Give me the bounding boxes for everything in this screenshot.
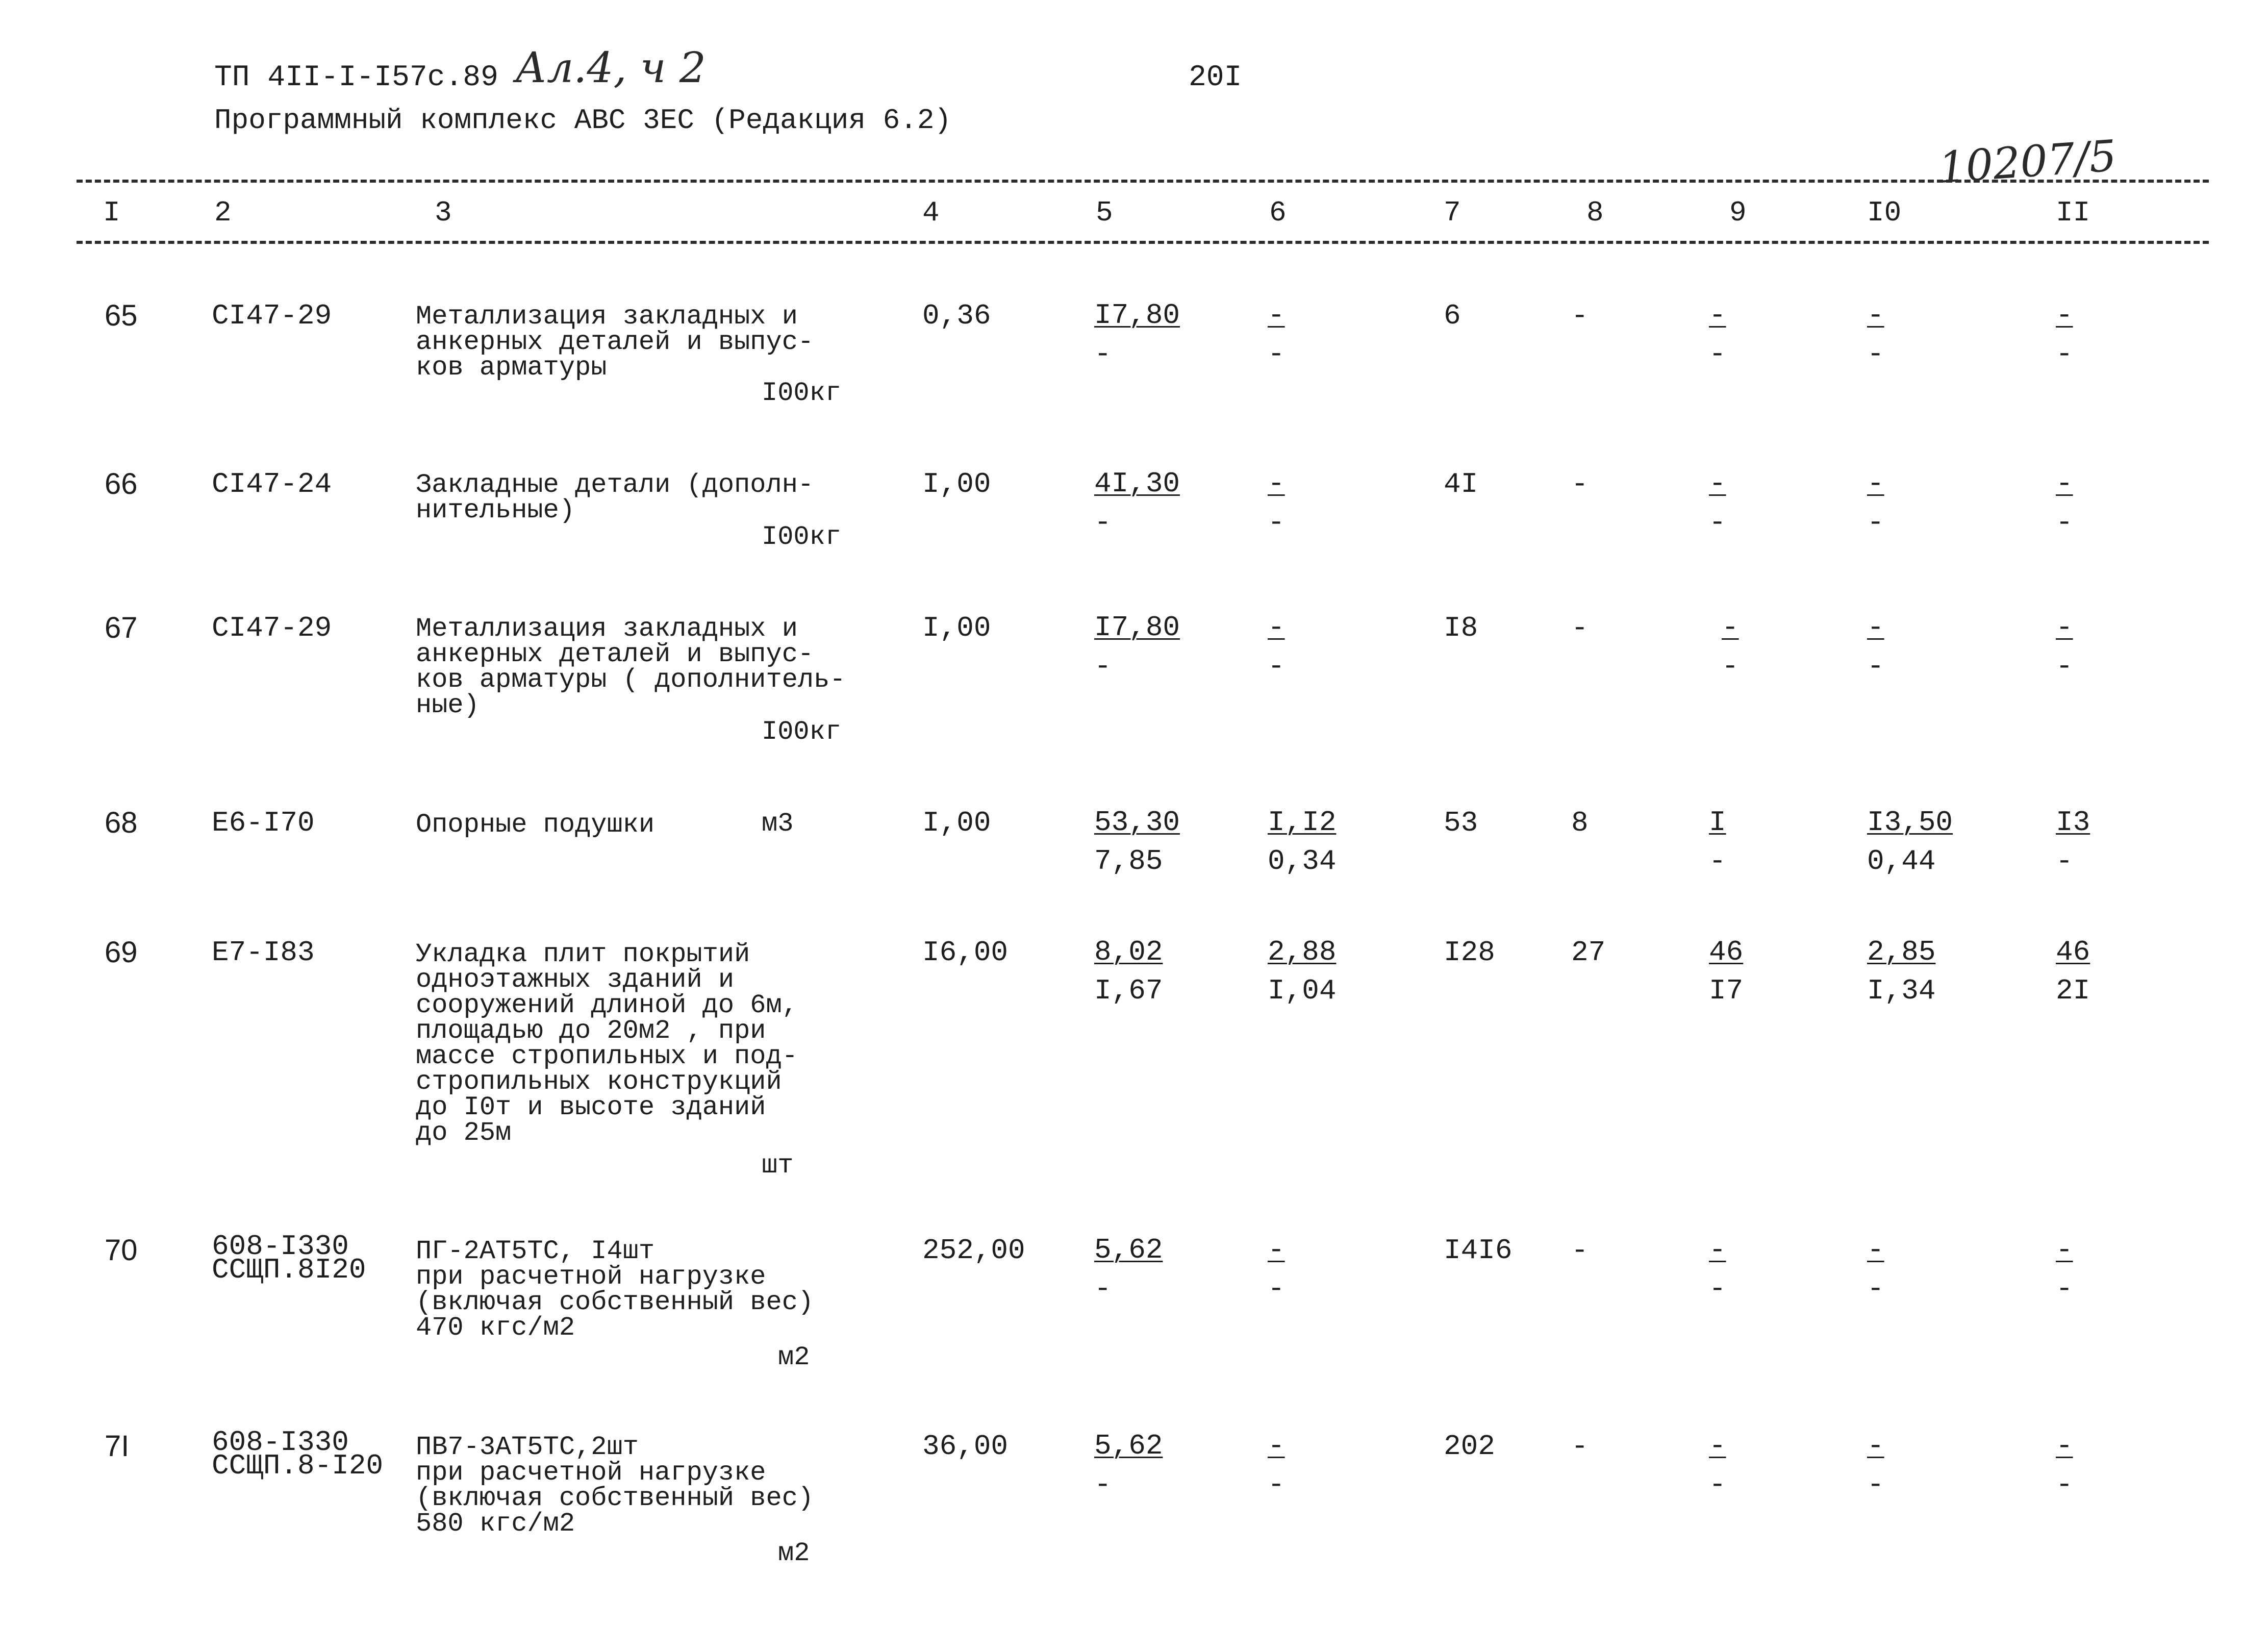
cost-fraction: - - (1268, 1234, 1285, 1305)
cost-fraction: $\frac{2,88}{I,04}$ (1268, 936, 1337, 1007)
cost-total: I28 (1444, 936, 1495, 969)
cost-fraction: - - (1268, 467, 1285, 539)
work-description: Опорные подушки (416, 810, 655, 840)
cost-fraction: $\frac{I3,50}{0,44}$ (1867, 806, 1953, 878)
estimate-code: СI47-24 (212, 468, 332, 500)
column-header: 7 (1444, 196, 1461, 229)
cost-total: I4I6 (1444, 1234, 1513, 1267)
row-number: 69 (105, 936, 138, 969)
quantity: I,00 (922, 807, 991, 839)
column-header: I (103, 196, 120, 229)
labor-value: - (1571, 299, 1589, 332)
unit-of-measure: м2 (778, 1538, 810, 1568)
cost-fraction: - - (2056, 467, 2073, 539)
cost-fraction: - - (1867, 1430, 1884, 1501)
estimate-code: 608-I330 (212, 1426, 349, 1459)
unit-of-measure: I00кг (762, 522, 842, 552)
handwritten-reference: Ал.4, ч 2 (515, 44, 706, 92)
quantity: 252,00 (922, 1234, 1025, 1267)
column-header: 9 (1729, 196, 1747, 229)
cost-fraction: - - (1867, 467, 1884, 539)
work-description: ПГ-2АТ5ТС, I4шт при расчетной нагрузке (включая собственный вес) 470 кгс/м2 (416, 1236, 814, 1343)
cost-fraction: $\frac{46}{I7}$ (1709, 936, 1744, 1007)
handwritten-inventory-number: 10207/5 (1937, 130, 2118, 193)
column-header: II (2056, 196, 2090, 229)
cost-fraction: - - (1722, 611, 1739, 683)
cost-total: 4I (1444, 468, 1478, 500)
page-number: 20I (1189, 61, 1242, 94)
cost-fraction: I - (1709, 806, 1726, 878)
cost-fraction: - - (1709, 1234, 1726, 1305)
cost-fraction: 5,62 - (1094, 1430, 1163, 1501)
labor-value: - (1571, 1234, 1589, 1267)
column-header: 3 (435, 196, 452, 229)
work-description: Укладка плит покрытий одноэтажных зданий и сооружений длиной до 6м, площадью до 20м2 , при массе стропильных и под- стропильных конструкций до I0т и высоте зданий до 25м (416, 939, 798, 1148)
labor-value: - (1571, 612, 1589, 644)
row-number: 70 (105, 1234, 138, 1267)
quantity: I6,00 (922, 936, 1009, 969)
column-header: 6 (1269, 196, 1287, 229)
cost-total: 6 (1444, 299, 1461, 332)
cost-total: 53 (1444, 807, 1478, 839)
column-header: 8 (1586, 196, 1604, 229)
work-description: ПВ7-3АТ5ТС,2шт при расчетной нагрузке (включая собственный вес) 580 кгс/м2 (416, 1432, 814, 1539)
cost-fraction: 5,62 - (1094, 1234, 1163, 1305)
work-description: Закладные детали (дополн- нительные) (416, 470, 814, 525)
cost-total: 202 (1444, 1430, 1495, 1463)
cost-fraction: 4I,30 - (1094, 467, 1180, 539)
quantity: 0,36 (922, 299, 991, 332)
column-header: 5 (1096, 196, 1113, 229)
cost-fraction: - - (1867, 611, 1884, 683)
labor-value: - (1571, 468, 1589, 500)
row-number: 66 (105, 467, 138, 500)
cost-fraction: $\frac{2,85}{I,34}$ (1867, 936, 1936, 1007)
column-header: I0 (1867, 196, 1902, 229)
row-number: 68 (105, 806, 138, 839)
unit-of-measure: м2 (778, 1342, 810, 1372)
cost-fraction: - - (1709, 299, 1726, 370)
cost-fraction: $\frac{I,I2}{0,34}$ (1268, 806, 1337, 878)
cost-total: I8 (1444, 612, 1478, 644)
estimate-code: 608-I330 (212, 1230, 349, 1263)
unit-of-measure: м3 (762, 809, 794, 839)
cost-fraction: - - (1867, 299, 1884, 370)
work-description: Металлизация закладных и анкерных деталей и выпус- ков арматуры ( дополнитель- ные) (416, 614, 846, 720)
row-number: 67 (105, 611, 138, 644)
cost-fraction: - - (1867, 1234, 1884, 1305)
unit-of-measure: I00кг (762, 717, 842, 747)
labor-value: 8 (1571, 807, 1589, 839)
quantity: I,00 (922, 468, 991, 500)
work-description: Металлизация закладных и анкерных деталей и выпус- ков арматуры (416, 302, 814, 383)
cost-fraction: I3 - (2056, 806, 2090, 878)
column-header: 4 (922, 196, 940, 229)
estimate-code: СI47-29 (212, 299, 332, 332)
cost-fraction: I7,80 - (1094, 299, 1180, 370)
software-caption: Программный комплекс АВС 3ЕС (Редакция 6.2) (214, 104, 952, 137)
cost-fraction: - - (1268, 611, 1285, 683)
estimate-code: СI47-29 (212, 612, 332, 644)
estimate-code-secondary: ССЩП.8-I20 (212, 1449, 384, 1482)
cost-fraction: $\frac{8,02}{I,67}$ (1094, 936, 1163, 1007)
cost-fraction: - - (2056, 1430, 2073, 1501)
row-number: 7I (105, 1430, 130, 1463)
top-dashed-rule (77, 180, 2209, 183)
quantity: I,00 (922, 612, 991, 644)
quantity: 36,00 (922, 1430, 1009, 1463)
cost-fraction: $\frac{46}{2I}$ (2056, 936, 2090, 1007)
cost-fraction: - - (1709, 467, 1726, 539)
unit-of-measure: шт (762, 1150, 794, 1181)
cost-fraction: - - (1268, 299, 1285, 370)
estimate-code: Е6-I70 (212, 807, 315, 839)
cost-fraction: - - (1709, 1430, 1726, 1501)
document-code: ТП 4II-I-I57с.89 (214, 61, 498, 94)
unit-of-measure: I00кг (762, 378, 842, 408)
column-header: 2 (214, 196, 232, 229)
cost-fraction: - - (1268, 1430, 1285, 1501)
cost-fraction: $\frac{53,30}{7,85}$ (1094, 806, 1180, 878)
cost-fraction: I7,80 - (1094, 611, 1180, 683)
row-number: 65 (105, 299, 138, 332)
cost-fraction: - - (2056, 611, 2073, 683)
estimate-code: Е7-I83 (212, 936, 315, 969)
cost-fraction: - - (2056, 299, 2073, 370)
cost-fraction: - - (2056, 1234, 2073, 1305)
header-dashed-rule (77, 241, 2209, 244)
labor-value: 27 (1571, 936, 1606, 969)
labor-value: - (1571, 1430, 1589, 1463)
estimate-code-secondary: ССЩП.8I20 (212, 1254, 366, 1286)
